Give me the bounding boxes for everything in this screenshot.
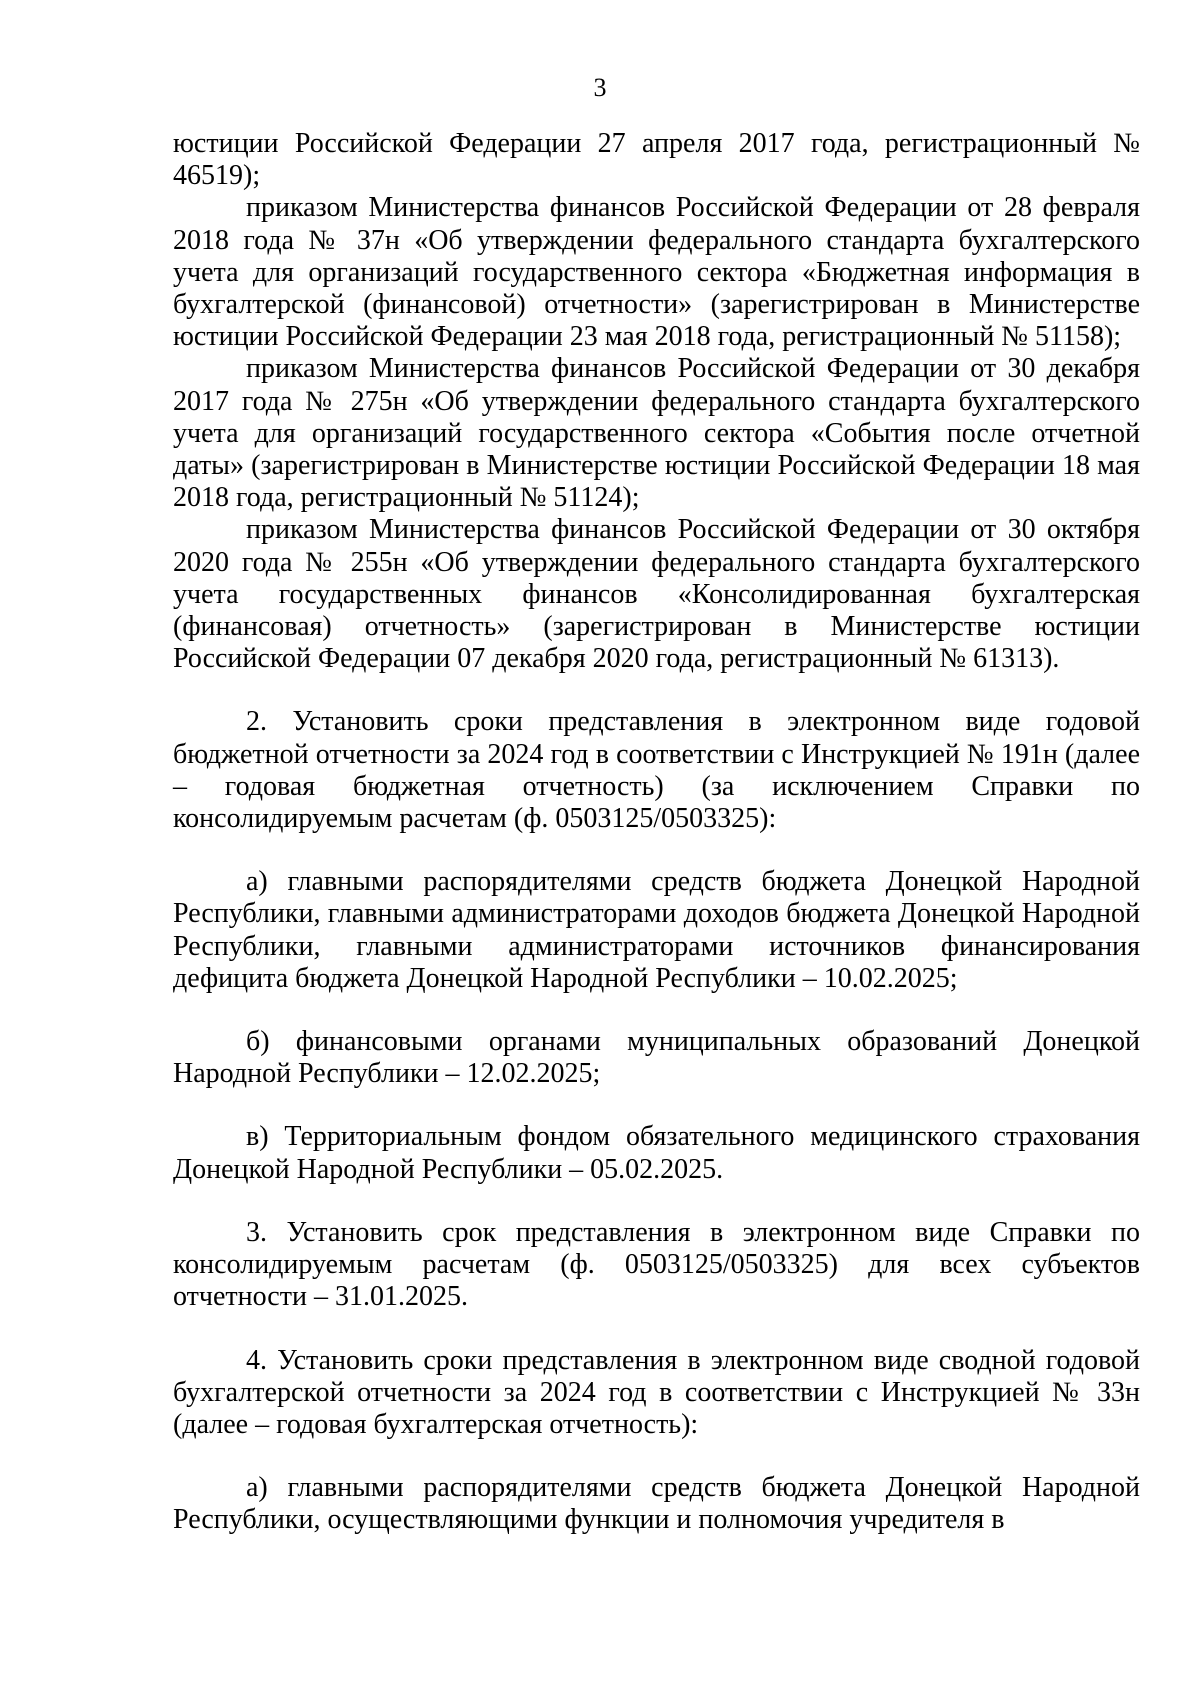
paragraph-item-4a: а) главными распорядителями средств бюджета Донецкой Народной Республики, осуществляющими функции и полномочия учредителя в [173,1472,1140,1536]
paragraph-item-2v: в) Территориальным фондом обязательного медицинского страхования Донецкой Народной Республики – 05.02.2025. [173,1121,1140,1185]
paragraph-continuation: юстиции Российской Федерации 27 апреля 2017 года, регистрационный № 46519); [173,128,1140,192]
paragraph-order-255n: приказом Министерства финансов Российской Федерации от 30 октября 2020 года № 255н «Об утверждении федерального стандарта бухгалтерского учета государственных финансов «Консолидированная бухгалтерская (финансовая) отчетность» (зарегистрирован в Министерстве юстиции Российской Федерации 07 декабря 2020 года, регистрационный № 61313). [173,514,1140,675]
paragraph-order-37n: приказом Министерства финансов Российской Федерации от 28 февраля 2018 года № 37н «Об утверждении федерального стандарта бухгалтерского учета для организаций государственного сектора «Бюджетная информация в бухгалтерской (финансовой) отчетности» (зарегистрирован в Министерстве юстиции Российской Федерации 23 мая 2018 года, регистрационный № 51158); [173,192,1140,353]
paragraph-item-2b: б) финансовыми органами муниципальных образований Донецкой Народной Республики – 12.02.2025; [173,1026,1140,1090]
page-number: 3 [593,73,607,102]
paragraph-item-4: 4. Установить сроки представления в электронном виде сводной годовой бухгалтерской отчетности за 2024 год в соответствии с Инструкцией № 33н (далее – годовая бухгалтерская отчетность): [173,1344,1140,1440]
paragraph-order-275n: приказом Министерства финансов Российской Федерации от 30 декабря 2017 года № 275н «Об утверждении федерального стандарта бухгалтерского учета для организаций государственного сектора «События после отчетной даты» (зарегистрирован в Министерстве юстиции Российской Федерации 18 мая 2018 года, регистрационный № 51124); [173,353,1140,514]
paragraph-item-2: 2. Установить сроки представления в электронном виде годовой бюджетной отчетности за 2024 год в соответствии с Инструкцией № 191н (далее – годовая бюджетная отчетность) (за исключением Справки по консолидируемым расчетам (ф. 0503125/0503325): [173,706,1140,835]
document-body [173,128,1140,1537]
paragraph-item-3: 3. Установить срок представления в электронном виде Справки по консолидируемым расчетам (ф. 0503125/0503325) для всех субъектов отчетности – 31.01.2025. [173,1216,1140,1313]
paragraph-item-2a: а) главными распорядителями средств бюджета Донецкой Народной Республики, главными администраторами доходов бюджета Донецкой Народной Республики, главными администраторами источников финансирования дефицита бюджета Донецкой Народной Республики – 10.02.2025; [173,866,1140,994]
